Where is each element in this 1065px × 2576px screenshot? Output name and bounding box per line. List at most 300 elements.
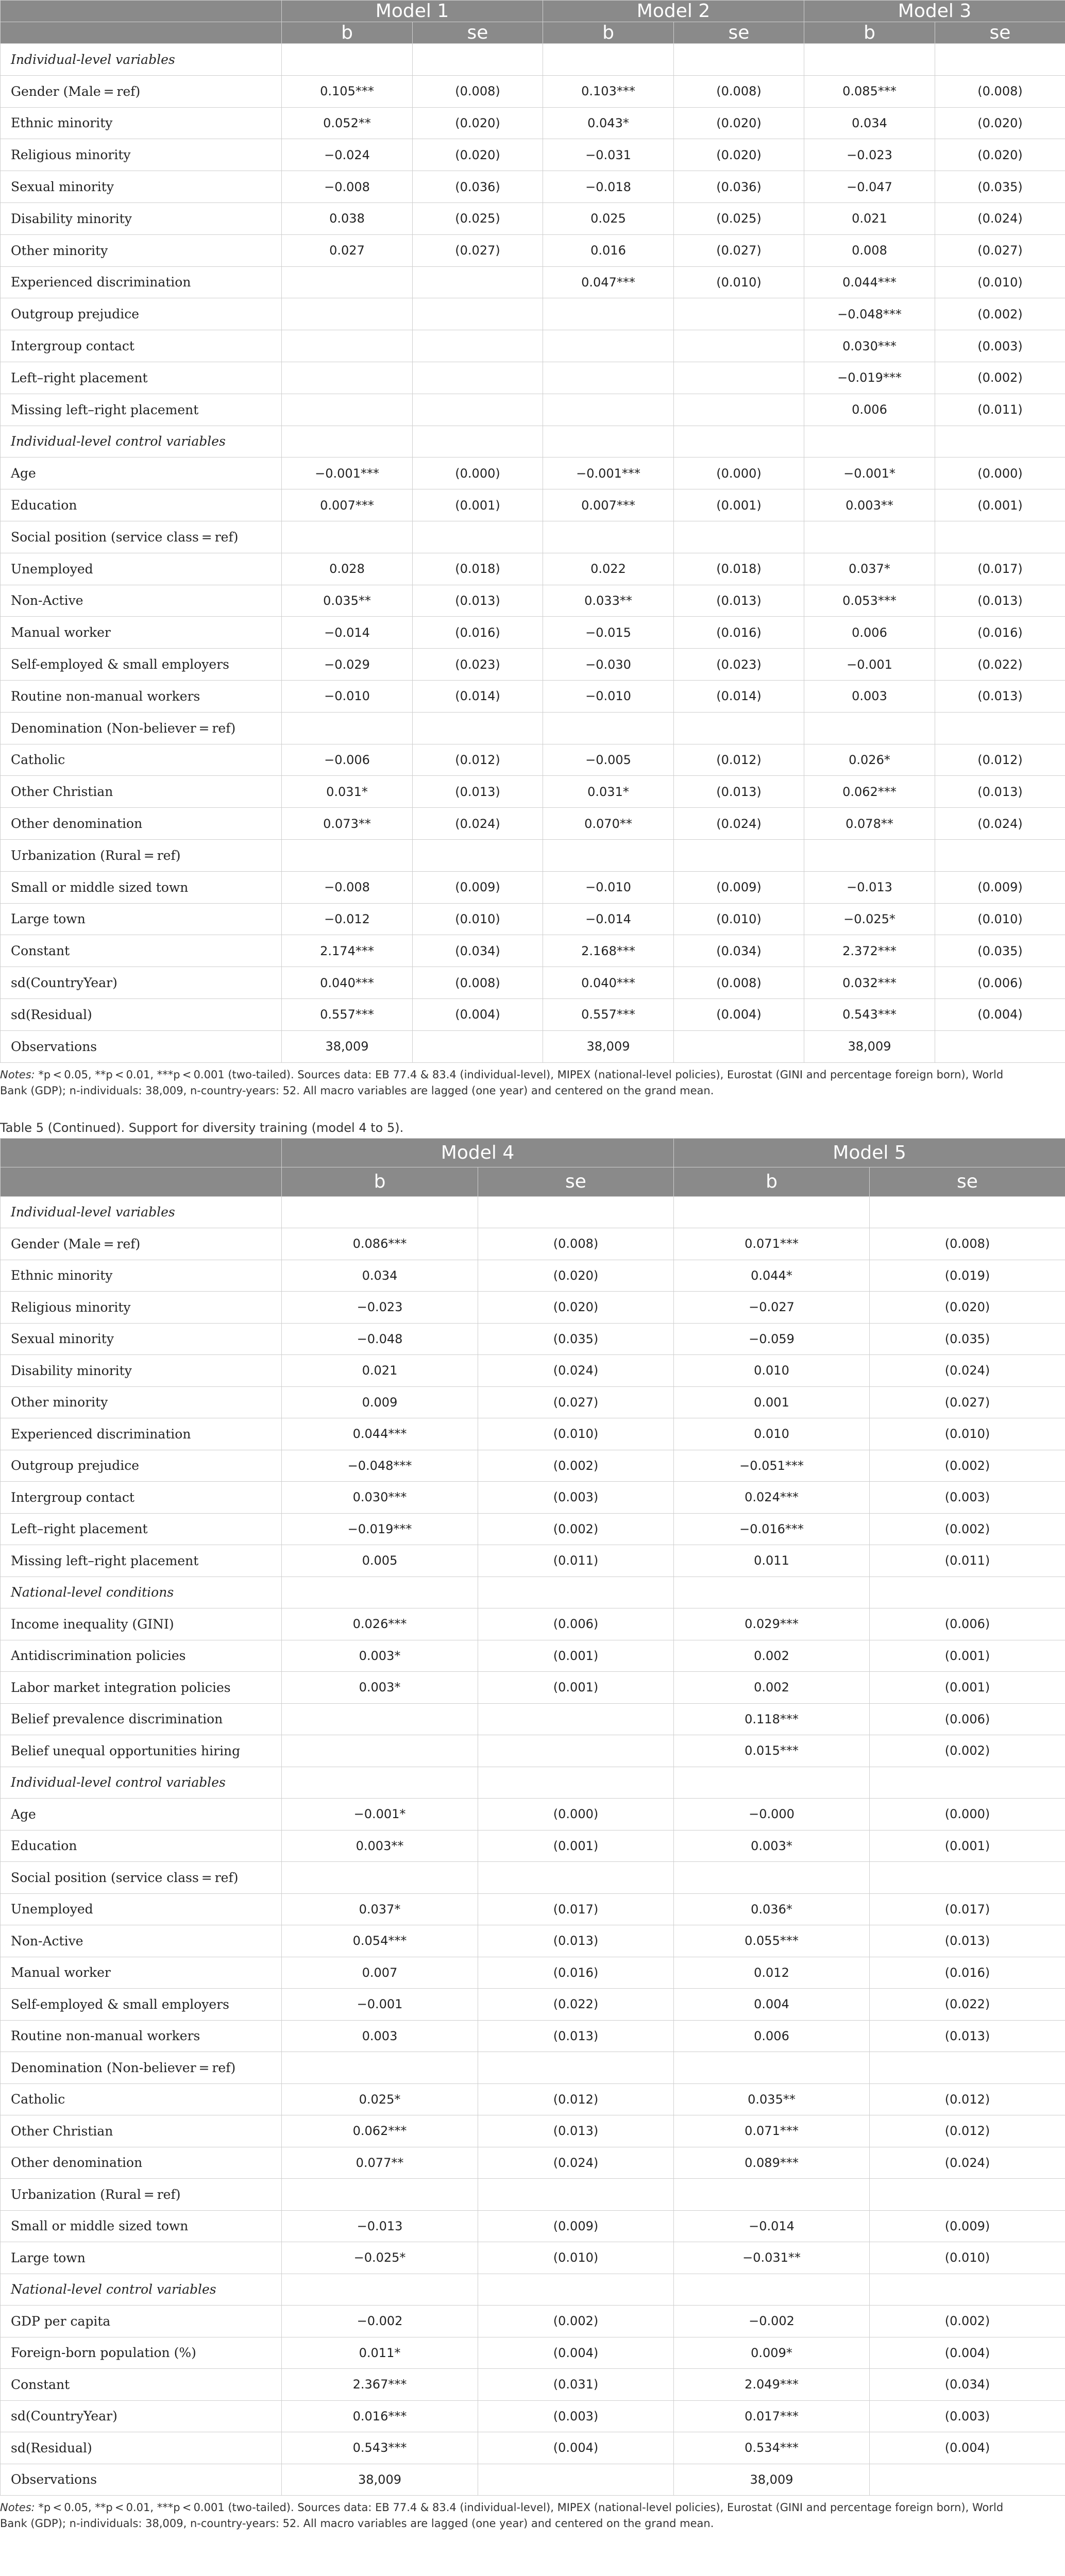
coefficient-cell: 0.003**: [282, 1830, 478, 1862]
coefficient-cell: 0.010: [674, 1418, 870, 1450]
standard-error-cell: (0.009): [478, 2210, 674, 2242]
coefficient-cell: 0.012: [674, 1957, 870, 1989]
standard-error-cell: (0.013): [935, 680, 1065, 712]
coefficient-cell: 0.078**: [804, 808, 935, 840]
coefficient-cell: 0.062***: [804, 776, 935, 808]
coefficient-cell: [674, 1862, 870, 1894]
coefficient-cell: −0.010: [543, 871, 674, 903]
coefficient-cell: [282, 839, 413, 871]
row-label: Other denomination: [1, 2147, 282, 2179]
coefficient-cell: 0.044***: [282, 1418, 478, 1450]
standard-error-cell: (0.027): [674, 234, 804, 266]
row-label: Denomination (Non-believer = ref): [1, 712, 282, 744]
standard-error-cell: (0.001): [870, 1830, 1065, 1862]
standard-error-cell: (0.035): [870, 1323, 1065, 1355]
standard-error-cell: [674, 1030, 804, 1062]
model-header-row: [1, 1138, 1065, 1167]
table-row: [1, 1355, 1065, 1387]
standard-error-cell: (0.013): [478, 1925, 674, 1957]
table-row: [1, 75, 1065, 107]
standard-error-cell: (0.002): [478, 2306, 674, 2337]
coefficient-cell: 2.174***: [282, 935, 413, 967]
standard-error-cell: (0.010): [935, 266, 1065, 298]
coefficient-cell: −0.031: [543, 139, 674, 171]
notes-text: Bank (GDP); n-individuals: 38,009, n-country-years: 52. All macro variables are lagged (one year) and centered on the grand mean.: [0, 2517, 714, 2530]
coefficient-cell: −0.027: [674, 1292, 870, 1324]
standard-error-cell: [478, 2179, 674, 2211]
standard-error-cell: [413, 394, 543, 426]
table-row: [1, 1608, 1065, 1640]
coefficient-cell: 0.006: [674, 2020, 870, 2052]
coefficient-cell: 0.035**: [282, 585, 413, 617]
coefficient-cell: 0.071***: [674, 2115, 870, 2147]
standard-error-cell: (0.020): [478, 1292, 674, 1324]
standard-error-cell: (0.001): [478, 1672, 674, 1704]
section-row: [1, 1577, 1065, 1608]
row-label: sd(CountryYear): [1, 967, 282, 999]
model-header-row: [1, 1, 1065, 22]
table-row: [1, 1386, 1065, 1418]
coefficient-cell: 0.003**: [804, 489, 935, 521]
row-label: Routine non-manual workers: [1, 2020, 282, 2052]
coefficient-cell: [674, 2179, 870, 2211]
header-blank: [1, 1, 282, 22]
coefficient-cell: 0.103***: [543, 75, 674, 107]
coefficient-cell: 0.026*: [804, 744, 935, 776]
table-row: [1, 1703, 1065, 1735]
row-label: Social position (service class = ref): [1, 521, 282, 553]
standard-error-cell: (0.004): [935, 998, 1065, 1030]
standard-error-cell: [935, 521, 1065, 553]
coefficient-cell: [282, 1767, 478, 1799]
row-label: Observations: [1, 1030, 282, 1062]
coefficient-cell: 38,009: [543, 1030, 674, 1062]
standard-error-cell: (0.020): [935, 107, 1065, 139]
standard-error-cell: (0.011): [935, 394, 1065, 426]
table-row: [1, 2020, 1065, 2052]
coefficient-cell: 0.021: [282, 1355, 478, 1387]
row-label: Intergroup contact: [1, 330, 282, 362]
section-label: National-level conditions: [1, 1577, 282, 1608]
coefficient-cell: [674, 1196, 870, 1228]
table-body: [1, 1196, 1065, 2496]
row-label: Gender (Male = ref): [1, 1228, 282, 1260]
table-row: [1, 1482, 1065, 1514]
row-label: Observations: [1, 2464, 282, 2496]
standard-error-cell: (0.036): [674, 171, 804, 203]
coefficient-cell: [674, 2274, 870, 2306]
standard-error-cell: [870, 1862, 1065, 1894]
standard-error-cell: (0.003): [870, 1482, 1065, 1514]
standard-error-cell: (0.035): [478, 1323, 674, 1355]
standard-error-cell: (0.027): [935, 234, 1065, 266]
row-label: Experienced discrimination: [1, 266, 282, 298]
table-row: [1, 1450, 1065, 1482]
standard-error-cell: (0.003): [478, 1482, 674, 1514]
standard-error-cell: [413, 521, 543, 553]
row-label: Small or middle sized town: [1, 871, 282, 903]
standard-error-cell: [870, 1767, 1065, 1799]
standard-error-cell: (0.025): [674, 202, 804, 234]
coefficient-cell: [543, 362, 674, 394]
standard-error-cell: [674, 426, 804, 457]
row-label: Foreign-born population (%): [1, 2337, 282, 2369]
standard-error-cell: [935, 712, 1065, 744]
coefficient-cell: −0.048***: [804, 298, 935, 330]
coefficient-cell: 0.055***: [674, 1925, 870, 1957]
coefficient-cell: −0.031**: [674, 2242, 870, 2274]
standard-error-cell: [413, 839, 543, 871]
coefficient-cell: 0.543***: [282, 2432, 478, 2464]
coefficient-cell: −0.048: [282, 1323, 478, 1355]
row-label: Large town: [1, 2242, 282, 2274]
table-row: [1, 935, 1065, 967]
coefficient-cell: 0.053***: [804, 585, 935, 617]
standard-error-cell: (0.009): [935, 871, 1065, 903]
standard-error-cell: (0.009): [674, 871, 804, 903]
b-header: b: [543, 22, 674, 44]
standard-error-cell: [674, 521, 804, 553]
coefficient-cell: −0.019***: [804, 362, 935, 394]
row-label: Belief unequal opportunities hiring: [1, 1735, 282, 1767]
standard-error-cell: (0.031): [478, 2369, 674, 2401]
row-label: Catholic: [1, 2083, 282, 2115]
table-row: [1, 776, 1065, 808]
standard-error-cell: (0.020): [413, 107, 543, 139]
row-label: Self-employed & small employers: [1, 649, 282, 681]
standard-error-cell: (0.003): [478, 2400, 674, 2432]
coefficient-cell: 0.022: [543, 553, 674, 585]
coefficient-cell: 0.062***: [282, 2115, 478, 2147]
table-row: [1, 1735, 1065, 1767]
coefficient-cell: 0.089***: [674, 2147, 870, 2179]
coefficient-cell: [804, 44, 935, 76]
row-label: Self-employed & small employers: [1, 1989, 282, 2021]
standard-error-cell: [413, 330, 543, 362]
coefficient-cell: −0.001***: [543, 457, 674, 489]
standard-error-cell: (0.001): [478, 1830, 674, 1862]
coefficient-cell: −0.005: [543, 744, 674, 776]
coefficient-cell: −0.001: [804, 649, 935, 681]
standard-error-cell: [413, 1030, 543, 1062]
row-label: Antidiscrimination policies: [1, 1640, 282, 1672]
standard-error-cell: (0.016): [413, 617, 543, 649]
table-row: [1, 649, 1065, 681]
standard-error-cell: [870, 2464, 1065, 2496]
table-row: [1, 839, 1065, 871]
table-row: [1, 1323, 1065, 1355]
coefficient-cell: 0.557***: [543, 998, 674, 1030]
standard-error-cell: (0.024): [478, 2147, 674, 2179]
standard-error-cell: (0.013): [674, 585, 804, 617]
table-row: [1, 2242, 1065, 2274]
standard-error-cell: (0.001): [478, 1640, 674, 1672]
standard-error-cell: (0.002): [870, 2306, 1065, 2337]
coefficient-cell: −0.002: [674, 2306, 870, 2337]
coefficient-cell: −0.025*: [282, 2242, 478, 2274]
coefficient-cell: −0.018: [543, 171, 674, 203]
table-row: [1, 1957, 1065, 1989]
table-row: [1, 2432, 1065, 2464]
coefficient-cell: 0.040***: [543, 967, 674, 999]
row-label: Manual worker: [1, 617, 282, 649]
coefficient-cell: −0.059: [674, 1323, 870, 1355]
row-label: Outgroup prejudice: [1, 298, 282, 330]
coefficient-cell: [282, 394, 413, 426]
row-label: Ethnic minority: [1, 107, 282, 139]
standard-error-cell: (0.016): [935, 617, 1065, 649]
coefficient-cell: 0.030***: [804, 330, 935, 362]
standard-error-cell: (0.024): [870, 2147, 1065, 2179]
standard-error-cell: (0.003): [870, 2400, 1065, 2432]
coefficient-cell: [282, 712, 413, 744]
coefficient-cell: 0.015***: [674, 1735, 870, 1767]
standard-error-cell: [674, 362, 804, 394]
coefficient-cell: −0.001***: [282, 457, 413, 489]
table-row: [1, 1640, 1065, 1672]
standard-error-cell: (0.024): [413, 808, 543, 840]
row-label: Denomination (Non-believer = ref): [1, 2052, 282, 2084]
table-row: [1, 2464, 1065, 2496]
standard-error-cell: (0.010): [478, 1418, 674, 1450]
coefficient-cell: [674, 2052, 870, 2084]
coefficient-cell: 0.003*: [674, 1830, 870, 1862]
row-label: GDP per capita: [1, 2306, 282, 2337]
se-header: se: [935, 22, 1065, 44]
standard-error-cell: (0.013): [478, 2115, 674, 2147]
standard-error-cell: [870, 2052, 1065, 2084]
row-label: Other minority: [1, 234, 282, 266]
section-label: Individual-level control variables: [1, 426, 282, 457]
standard-error-cell: (0.024): [478, 1355, 674, 1387]
coefficient-cell: 2.168***: [543, 935, 674, 967]
standard-error-cell: (0.019): [870, 1260, 1065, 1292]
coefficient-cell: 0.070**: [543, 808, 674, 840]
coefficient-cell: 38,009: [282, 2464, 478, 2496]
standard-error-cell: (0.008): [674, 967, 804, 999]
coefficient-cell: −0.008: [282, 171, 413, 203]
table-row: [1, 362, 1065, 394]
table-row: [1, 1545, 1065, 1577]
coefficient-cell: [282, 330, 413, 362]
standard-error-cell: (0.006): [870, 1608, 1065, 1640]
table-row: [1, 394, 1065, 426]
table-row: [1, 903, 1065, 935]
standard-error-cell: [674, 330, 804, 362]
coefficient-cell: −0.014: [543, 903, 674, 935]
coefficient-cell: 0.026***: [282, 1608, 478, 1640]
standard-error-cell: (0.020): [935, 139, 1065, 171]
coefficient-cell: [282, 44, 413, 76]
coefficient-cell: 0.016***: [282, 2400, 478, 2432]
row-label: Gender (Male = ref): [1, 75, 282, 107]
row-label: Religious minority: [1, 1292, 282, 1324]
coefficient-cell: 0.077**: [282, 2147, 478, 2179]
coefficient-cell: −0.029: [282, 649, 413, 681]
row-label: Missing left–right placement: [1, 1545, 282, 1577]
coefficient-cell: 0.024***: [674, 1482, 870, 1514]
table-row: [1, 2147, 1065, 2179]
standard-error-cell: (0.010): [870, 1418, 1065, 1450]
standard-error-cell: (0.000): [870, 1799, 1065, 1831]
coefficient-cell: 0.118***: [674, 1703, 870, 1735]
standard-error-cell: (0.020): [478, 1260, 674, 1292]
standard-error-cell: (0.018): [674, 553, 804, 585]
coefficient-cell: 0.003: [282, 2020, 478, 2052]
standard-error-cell: (0.009): [413, 871, 543, 903]
coefficient-cell: 0.052**: [282, 107, 413, 139]
table-row: [1, 2337, 1065, 2369]
coefficient-cell: 0.025: [543, 202, 674, 234]
standard-error-cell: [870, 1196, 1065, 1228]
table-row: [1, 1989, 1065, 2021]
coefficient-cell: 0.031*: [543, 776, 674, 808]
coefficient-cell: [674, 1767, 870, 1799]
row-label: Other minority: [1, 1386, 282, 1418]
table-row: [1, 1292, 1065, 1324]
coefficient-cell: −0.023: [282, 1292, 478, 1324]
standard-error-cell: [478, 2274, 674, 2306]
coefficient-cell: 0.009: [282, 1386, 478, 1418]
table-row: [1, 457, 1065, 489]
model-2-header: Model 2: [543, 1, 804, 22]
row-label: Manual worker: [1, 1957, 282, 1989]
table-notes: [0, 1063, 1065, 1110]
coefficient-cell: 0.037*: [804, 553, 935, 585]
standard-error-cell: (0.013): [935, 585, 1065, 617]
coefficient-cell: 0.003*: [282, 1640, 478, 1672]
standard-error-cell: [413, 44, 543, 76]
standard-error-cell: (0.004): [478, 2337, 674, 2369]
standard-error-cell: (0.012): [413, 744, 543, 776]
row-label: Disability minority: [1, 1355, 282, 1387]
table-row: [1, 2083, 1065, 2115]
standard-error-cell: (0.010): [935, 903, 1065, 935]
table-row: [1, 2179, 1065, 2211]
standard-error-cell: (0.002): [935, 298, 1065, 330]
standard-error-cell: [674, 44, 804, 76]
standard-error-cell: [478, 2052, 674, 2084]
standard-error-cell: (0.017): [870, 1893, 1065, 1925]
table-row: [1, 171, 1065, 203]
section-label: Individual-level control variables: [1, 1767, 282, 1799]
coefficient-cell: 0.004: [674, 1989, 870, 2021]
standard-error-cell: (0.013): [413, 585, 543, 617]
standard-error-cell: (0.004): [413, 998, 543, 1030]
se-header: se: [478, 1167, 674, 1196]
table-row: [1, 1228, 1065, 1260]
standard-error-cell: (0.011): [478, 1545, 674, 1577]
coefficient-cell: 0.534***: [674, 2432, 870, 2464]
standard-error-cell: (0.013): [413, 776, 543, 808]
coefficient-cell: 0.027: [282, 234, 413, 266]
row-label: Constant: [1, 935, 282, 967]
coefficient-cell: 0.006: [804, 617, 935, 649]
coefficient-cell: −0.006: [282, 744, 413, 776]
standard-error-cell: (0.008): [413, 75, 543, 107]
row-label: Other Christian: [1, 776, 282, 808]
coefficient-cell: 0.543***: [804, 998, 935, 1030]
coefficient-cell: −0.016***: [674, 1513, 870, 1545]
standard-error-cell: (0.023): [413, 649, 543, 681]
standard-error-cell: [935, 1030, 1065, 1062]
coefficient-cell: 0.031*: [282, 776, 413, 808]
row-label: Other denomination: [1, 808, 282, 840]
coefficient-cell: [804, 521, 935, 553]
standard-error-cell: (0.010): [413, 903, 543, 935]
coefficient-cell: 0.105***: [282, 75, 413, 107]
coefficient-cell: 0.044***: [804, 266, 935, 298]
standard-error-cell: (0.018): [413, 553, 543, 585]
column-header-row: [1, 1167, 1065, 1196]
coefficient-cell: 0.086***: [282, 1228, 478, 1260]
coefficient-cell: 0.038: [282, 202, 413, 234]
coefficient-cell: [282, 2274, 478, 2306]
coefficient-cell: [543, 394, 674, 426]
coefficient-cell: −0.010: [282, 680, 413, 712]
b-header: b: [282, 1167, 478, 1196]
coefficient-cell: −0.051***: [674, 1450, 870, 1482]
coefficient-cell: −0.030: [543, 649, 674, 681]
se-header: se: [674, 22, 804, 44]
standard-error-cell: (0.034): [674, 935, 804, 967]
coefficient-cell: 0.003*: [282, 1672, 478, 1704]
coefficient-cell: 38,009: [674, 2464, 870, 2496]
coefficient-cell: 0.035**: [674, 2083, 870, 2115]
standard-error-cell: (0.024): [935, 808, 1065, 840]
row-label: Urbanization (Rural = ref): [1, 2179, 282, 2211]
b-header: b: [674, 1167, 870, 1196]
table-row: [1, 617, 1065, 649]
coefficient-cell: −0.047: [804, 171, 935, 203]
coefficient-cell: 0.034: [804, 107, 935, 139]
row-label: Left–right placement: [1, 1513, 282, 1545]
coefficient-cell: [543, 521, 674, 553]
standard-error-cell: [674, 298, 804, 330]
standard-error-cell: [674, 839, 804, 871]
table-row: [1, 1925, 1065, 1957]
standard-error-cell: (0.012): [674, 744, 804, 776]
standard-error-cell: (0.006): [870, 1703, 1065, 1735]
table-row: [1, 2400, 1065, 2432]
standard-error-cell: [478, 2464, 674, 2496]
standard-error-cell: [870, 1577, 1065, 1608]
coefficient-cell: 0.009*: [674, 2337, 870, 2369]
table-row: [1, 1672, 1065, 1704]
standard-error-cell: (0.035): [935, 935, 1065, 967]
coefficient-cell: [282, 2052, 478, 2084]
standard-error-cell: (0.000): [935, 457, 1065, 489]
standard-error-cell: (0.002): [870, 1735, 1065, 1767]
section-row: [1, 44, 1065, 76]
section-row: [1, 1767, 1065, 1799]
model-5-header: Model 5: [674, 1138, 1065, 1167]
se-header: se: [870, 1167, 1065, 1196]
coefficient-cell: [543, 839, 674, 871]
coefficient-cell: −0.000: [674, 1799, 870, 1831]
standard-error-cell: [870, 2179, 1065, 2211]
row-label: Sexual minority: [1, 1323, 282, 1355]
coefficient-cell: [282, 266, 413, 298]
standard-error-cell: (0.003): [935, 330, 1065, 362]
coefficient-cell: 0.557***: [282, 998, 413, 1030]
row-label: Age: [1, 1799, 282, 1831]
standard-error-cell: (0.024): [674, 808, 804, 840]
coefficient-cell: 0.008: [804, 234, 935, 266]
standard-error-cell: (0.034): [870, 2369, 1065, 2401]
standard-error-cell: [413, 426, 543, 457]
standard-error-cell: (0.020): [413, 139, 543, 171]
